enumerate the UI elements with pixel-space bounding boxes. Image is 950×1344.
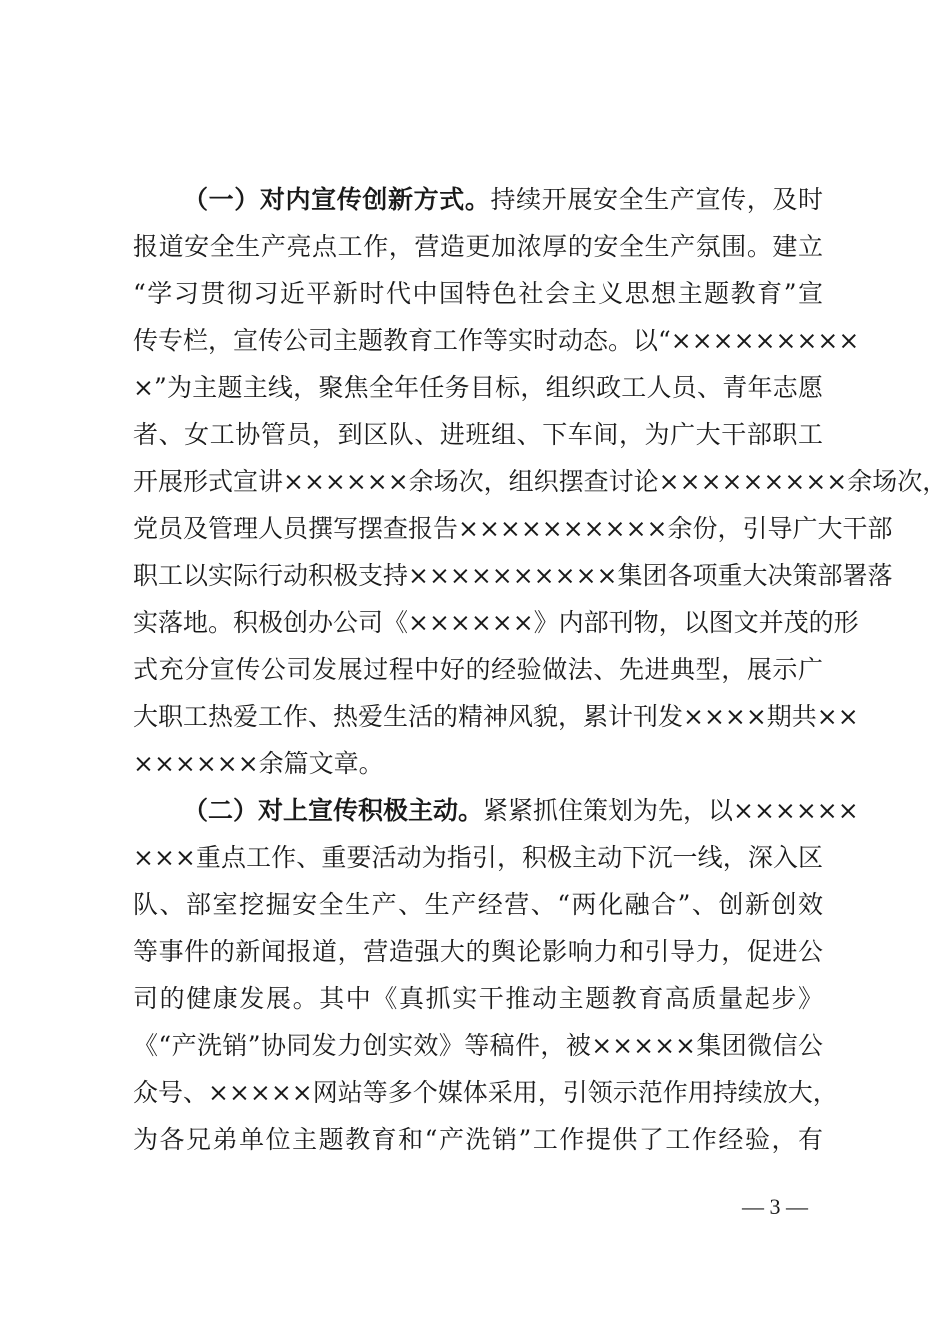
paragraph-line: 报道安全生产亮点工作，营造更加浓厚的安全生产氛围。建立 (133, 232, 823, 261)
paragraph-line: ×××重点工作、重要活动为指引，积极主动下沉一线，深入区 (133, 843, 823, 872)
section-heading: （一）对内宣传创新方式。 (183, 185, 491, 214)
paragraph-line: ×”为主题主线，聚焦全年任务目标，组织政工人员、青年志愿 (133, 373, 823, 402)
paragraph-line: ××××××余篇文章。 (133, 749, 384, 778)
paragraph-line: 为各兄弟单位主题教育和“产洗销”工作提供了工作经验，有 (133, 1125, 823, 1154)
section-heading: （二）对上宣传积极主动。 (183, 796, 484, 825)
paragraph-line: 队、部室挖掘安全生产、生产经营、“两化融合”、创新创效 (133, 890, 823, 919)
paragraph-line: 式充分宣传公司发展过程中好的经验做法、先进典型，展示广 (133, 655, 823, 684)
paragraph-line: 开展形式宣讲××××××余场次，组织摆查讨论×××××××××余场次， (133, 467, 948, 496)
paragraph-line: 实落地。积极创办公司《××××××》内部刊物，以图文并茂的形 (133, 608, 859, 637)
paragraph-line: （一）对内宣传创新方式。持续开展安全生产宣传，及时 (183, 185, 823, 214)
paragraph-line: 司的健康发展。其中《真抓实干推动主题教育高质量起步》 (133, 984, 823, 1013)
paragraph-line: 众号、×××××网站等多个媒体采用，引领示范作用持续放大， (133, 1078, 838, 1107)
page-number: — 3 — (742, 1194, 808, 1219)
paragraph-line: 职工以实际行动积极支持××××××××××集团各项重大决策部署落 (133, 561, 893, 590)
paragraph-line: “学习贯彻习近平新时代中国特色社会主义思想主题教育”宣 (133, 279, 823, 308)
paragraph-line: 大职工热爱工作、热爱生活的精神风貌，累计刊发××××期共×× (133, 702, 859, 731)
paragraph-line: 《“产洗销”协同发力创实效》等稿件，被×××××集团微信公 (133, 1031, 823, 1060)
paragraph-line: 者、女工协管员，到区队、进班组、下车间，为广大干部职工 (133, 420, 823, 449)
paragraph-line: 传专栏，宣传公司主题教育工作等实时动态。以“××××××××× (133, 326, 860, 355)
paragraph-line: （二）对上宣传积极主动。紧紧抓住策划为先，以×××××× (183, 796, 859, 825)
paragraph-line: 等事件的新闻报道，营造强大的舆论影响力和引导力，促进公 (133, 937, 823, 966)
paragraph-line: 党员及管理人员撰写摆查报告××××××××××余份，引导广大干部 (133, 514, 893, 543)
